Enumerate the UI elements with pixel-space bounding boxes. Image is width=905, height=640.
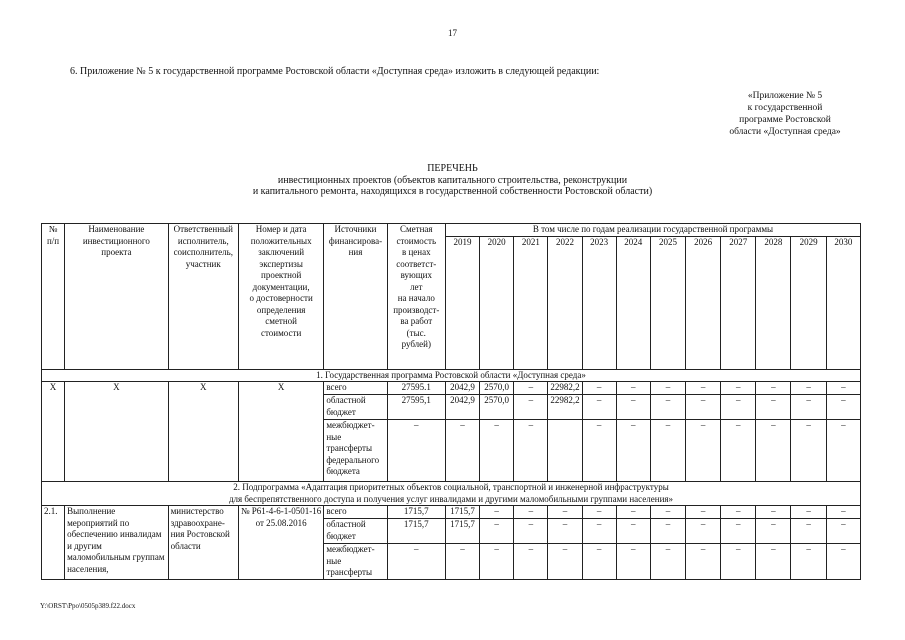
project-name-cell: Выполнение мероприятий по обеспечению инвалидам и другим маломобильным группам населения, (65, 506, 169, 580)
year-value-cell: – (791, 544, 826, 580)
year-value-cell: – (826, 395, 860, 420)
cost-cell: – (387, 420, 445, 482)
source-cell: областной бюджет (324, 395, 387, 420)
year-value-cell: – (686, 420, 721, 482)
header-line: вующих (400, 270, 432, 280)
header-year: 2024 (616, 236, 650, 369)
expertise-cell: X (238, 382, 323, 482)
header-line: Номер и дата (255, 224, 307, 234)
year-value-cell: – (721, 395, 756, 420)
year-value-cell: – (721, 420, 756, 482)
cost-cell: 27595.1 (387, 382, 445, 395)
year-value-cell: 2042,9 (445, 395, 479, 420)
header-line: экспертизы (259, 258, 303, 269)
header-line: соответст- (396, 258, 437, 269)
header-line: производст- (393, 304, 440, 315)
project-num-cell: 2.1. (42, 506, 65, 580)
header-line: (тыс. (406, 327, 426, 338)
year-value-cell: – (826, 506, 860, 519)
header-line: лет (410, 281, 423, 292)
year-value-cell: – (826, 544, 860, 580)
year-value-cell: – (480, 420, 514, 482)
year-value-cell: – (514, 544, 548, 580)
executor-cell: министерство здравоохране-ния Ростовской области (168, 506, 238, 580)
header-expertise (238, 224, 323, 370)
cost-cell: 1715,7 (387, 506, 445, 519)
header-line: в ценах (401, 247, 431, 257)
year-value-cell (548, 420, 582, 482)
year-value-cell: – (616, 420, 650, 482)
header-line: Сметная (399, 224, 433, 234)
cost-cell: 1715,7 (387, 519, 445, 544)
year-value-cell: – (650, 420, 685, 482)
investment-projects-table (41, 223, 861, 580)
heading-line: и капитального ремонта, находящихся в государственной собственности Ростовской области) (252, 186, 653, 197)
year-value-cell: – (582, 544, 616, 580)
header-line: заключений (258, 247, 305, 257)
header-line: на начало (397, 293, 435, 303)
header-line: соисполнитель, (173, 247, 233, 257)
year-value-cell: – (791, 395, 826, 420)
year-value-cell: 22982,2 (548, 395, 582, 420)
year-value-cell: – (721, 506, 756, 519)
appendix-line: программе Ростовской (739, 115, 831, 125)
year-value-cell: – (616, 544, 650, 580)
year-value-cell: – (721, 544, 756, 580)
heading-title: ПЕРЕЧЕНЬ (427, 163, 478, 174)
year-value-cell: – (582, 506, 616, 519)
source-cell: межбюджет-ные трансферты федерального бюджета (324, 420, 387, 482)
header-year: 2020 (480, 236, 514, 369)
year-value-cell: 22982,2 (548, 382, 582, 395)
header-line: № (48, 224, 58, 234)
header-year: 2028 (756, 236, 791, 369)
header-num (42, 224, 65, 370)
header-line: стоимость (396, 235, 437, 246)
year-value-cell: – (721, 519, 756, 544)
source-cell: областной бюджет (324, 519, 387, 544)
year-value-cell: – (548, 544, 582, 580)
cost-cell: – (387, 544, 445, 580)
header-line: п/п (46, 235, 60, 246)
header-year: 2026 (686, 236, 721, 369)
header-line: инвестиционного (82, 235, 150, 246)
year-value-cell: – (616, 395, 650, 420)
heading-line: инвестиционных проектов (объектов капитального строительства, реконструкции (277, 174, 628, 186)
year-value-cell: – (791, 506, 826, 519)
document-heading (180, 163, 725, 198)
executor-cell: X (168, 382, 238, 482)
header-line: проектной (261, 270, 302, 280)
year-value-cell: – (686, 506, 721, 519)
header-year: 2030 (826, 236, 860, 369)
year-value-cell: – (756, 420, 791, 482)
header-line: участник (185, 258, 221, 269)
section-2-title (42, 482, 861, 506)
year-value-cell: – (826, 519, 860, 544)
year-value-cell: – (756, 544, 791, 580)
year-value-cell: – (514, 420, 548, 482)
year-value-cell: – (514, 519, 548, 544)
section-1-title: 1. Государственная программа Ростовской области «Доступная среда» (42, 369, 861, 382)
header-line: документации, (252, 281, 310, 292)
year-value-cell: – (616, 382, 650, 395)
year-value-cell: – (445, 420, 479, 482)
header-line: исполнитель, (177, 235, 229, 246)
intro-paragraph: 6. Приложение № 5 к государственной программе Ростовской области «Доступная среда» изложить в следующей редакции: (70, 66, 600, 77)
header-line: Источники (334, 224, 377, 234)
header-line: стоимости (260, 327, 302, 338)
year-value-cell: – (582, 420, 616, 482)
year-value-cell: – (791, 420, 826, 482)
source-cell: межбюджет-ные трансферты (324, 544, 387, 580)
header-line: проекта (101, 247, 132, 257)
year-value-cell: – (650, 544, 685, 580)
cost-cell: 27595,1 (387, 395, 445, 420)
header-line: рублей) (401, 339, 431, 349)
year-value-cell: – (514, 382, 548, 395)
year-value-cell: – (548, 519, 582, 544)
year-value-cell: – (686, 544, 721, 580)
year-value-cell: – (686, 382, 721, 395)
year-value-cell: – (756, 395, 791, 420)
year-value-cell: – (791, 382, 826, 395)
appendix-line: к государственной (747, 103, 823, 113)
header-year: 2021 (514, 236, 548, 369)
year-value-cell: 2570,0 (480, 395, 514, 420)
year-value-cell: – (480, 506, 514, 519)
year-value-cell: – (582, 395, 616, 420)
header-line: ния (348, 247, 363, 257)
year-value-cell: – (756, 519, 791, 544)
appendix-line: «Приложение № 5 (747, 91, 823, 101)
header-years-group: В том числе по годам реализации государственной программы (445, 224, 860, 237)
header-executor (168, 224, 238, 370)
header-year: 2022 (548, 236, 582, 369)
year-value-cell: 1715,7 (445, 506, 479, 519)
header-line: сметной (265, 316, 298, 326)
year-value-cell: – (650, 506, 685, 519)
year-value-cell: – (650, 395, 685, 420)
year-value-cell: – (756, 382, 791, 395)
year-value-cell: – (480, 519, 514, 544)
year-value-cell: – (791, 519, 826, 544)
header-name (65, 224, 169, 370)
year-value-cell: – (826, 420, 860, 482)
year-value-cell: 1715,7 (445, 519, 479, 544)
header-year: 2025 (650, 236, 685, 369)
header-line: о достоверности (249, 293, 313, 303)
year-value-cell: – (826, 382, 860, 395)
page-number: 17 (448, 28, 457, 38)
year-value-cell: – (616, 519, 650, 544)
expertise-cell: № Р61-4-6-1-0501-16 от 25.08.2016 (238, 506, 323, 580)
header-line: ва работ (400, 316, 433, 326)
year-value-cell: – (686, 519, 721, 544)
year-value-cell: – (514, 506, 548, 519)
year-value-cell: – (582, 382, 616, 395)
section-2-line: 2. Подпрограмма «Адаптация приоритетных объектов социальной, транспортной и инженерной инфраструктуры (233, 482, 669, 492)
appendix-line: области «Доступная среда» (729, 127, 841, 137)
year-value-cell: – (650, 382, 685, 395)
source-cell: всего (324, 506, 387, 519)
year-value-cell: – (616, 506, 650, 519)
project-num-cell: X (42, 382, 65, 482)
section-2-line: для беспрепятственного доступа и получения услуг инвалидами и другими маломобильными группами населения» (228, 493, 674, 504)
table-row (42, 382, 861, 395)
header-line: положительных (250, 235, 312, 246)
appendix-note (690, 90, 880, 138)
file-path-footer: Y:\ORST\Ppo\0505p389.f22.docx (40, 602, 136, 610)
year-value-cell: – (514, 395, 548, 420)
year-value-cell: – (548, 506, 582, 519)
year-value-cell: – (445, 544, 479, 580)
project-name-cell: X (65, 382, 169, 482)
header-line: определения (256, 304, 306, 315)
table-row (42, 506, 861, 519)
header-year: 2029 (791, 236, 826, 369)
header-sources (324, 224, 387, 370)
header-year: 2023 (582, 236, 616, 369)
year-value-cell: 2042,9 (445, 382, 479, 395)
year-value-cell: – (756, 506, 791, 519)
year-value-cell: 2570,0 (480, 382, 514, 395)
header-year: 2027 (721, 236, 756, 369)
header-line: финансирова- (328, 235, 383, 246)
year-value-cell: – (686, 395, 721, 420)
year-value-cell: – (721, 382, 756, 395)
year-value-cell: – (582, 519, 616, 544)
header-cost (387, 224, 445, 370)
year-value-cell: – (650, 519, 685, 544)
header-line: Ответственный (173, 224, 233, 234)
source-cell: всего (324, 382, 387, 395)
year-value-cell: – (480, 544, 514, 580)
header-year: 2019 (445, 236, 479, 369)
header-line: Наименование (88, 224, 145, 234)
